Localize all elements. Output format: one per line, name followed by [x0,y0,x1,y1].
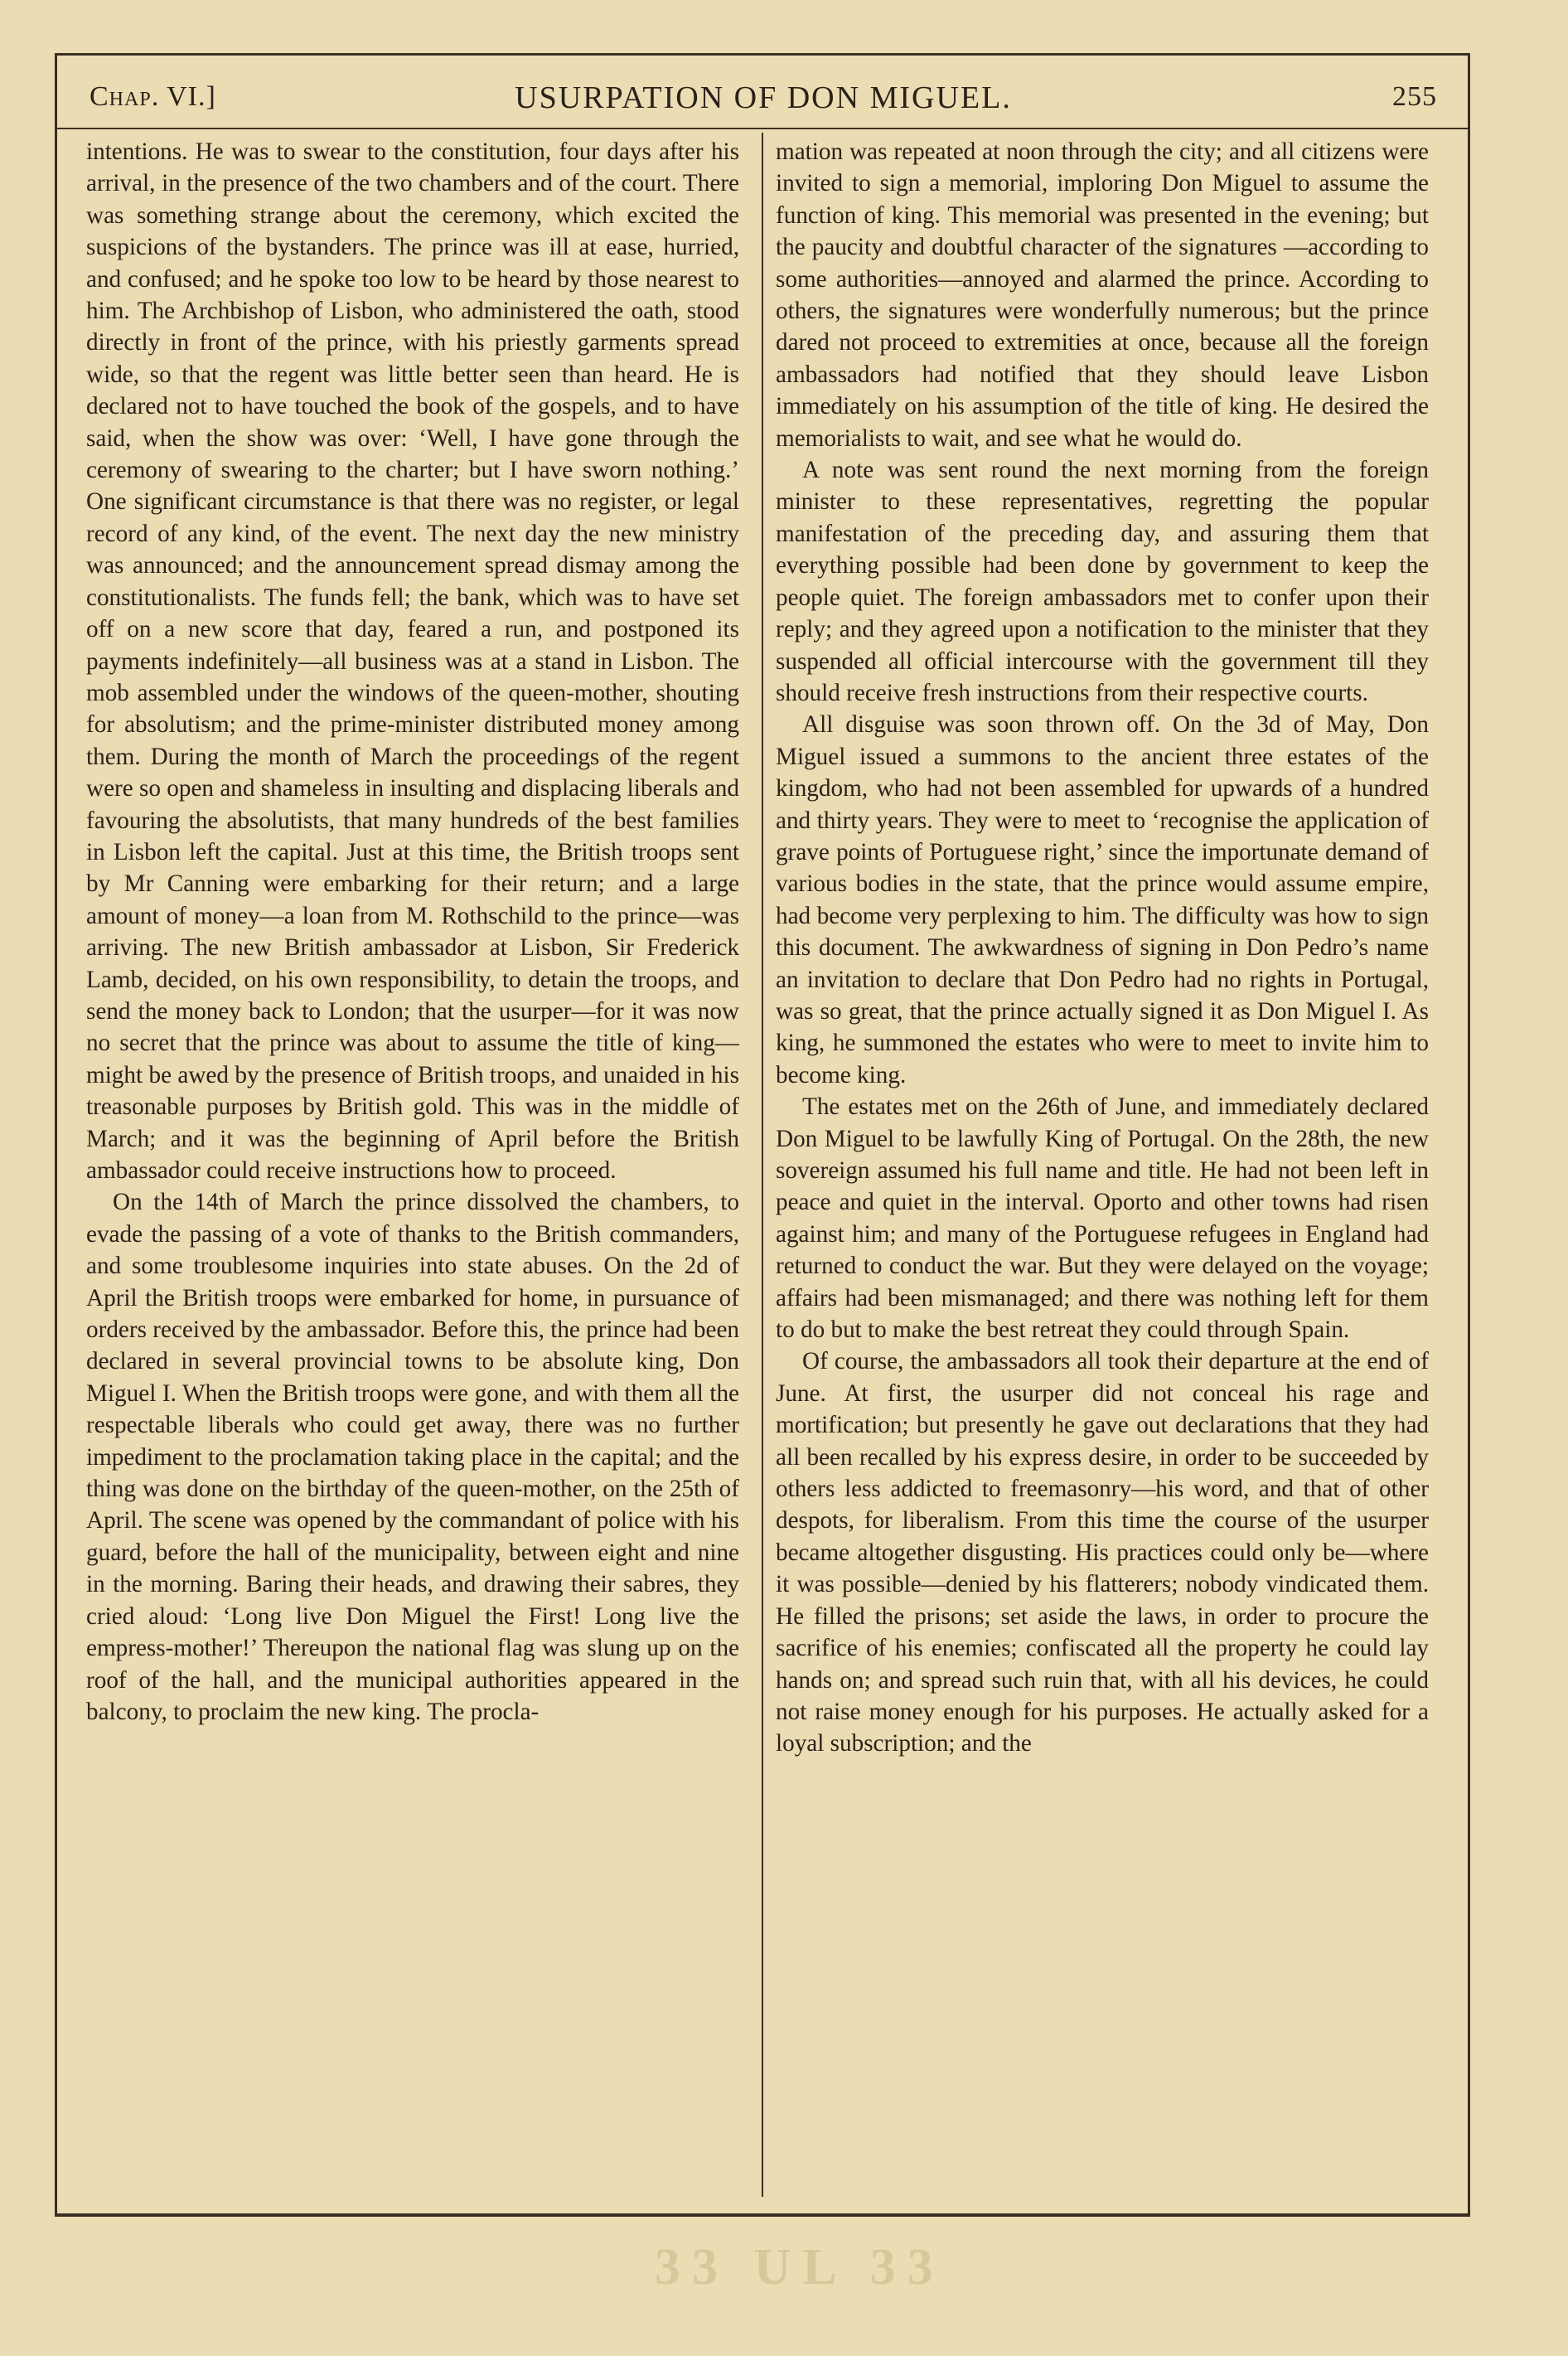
paragraph: intentions. He was to swear to the constitution, four days after his arrival, in the presence of the two chambers and of the court. There was something strange about the ceremony, which excited the suspicions of the bystanders. The prince was ill at ease, hurried, and confused; and he spoke too low to be heard by those nearest to him. The Archbishop of Lisbon, who administered the oath, stood directly in front of the prince, with his priestly garments spread wide, so that the regent was little better seen than heard. He is declared not to have touched the book of the gospels, and to have said, when the show was over: ‘Well, I have gone through the ceremony of swearing to the charter; but I have sworn nothing.’ One significant circumstance is that there was no register, or legal record of any kind, of the event. The next day the new ministry was announced; and the announcement spread dismay among the constitutionalists. The funds fell; the bank, which was to have set off on a new score that day, feared a run, and postponed its payments indefinitely—all business was at a stand in Lisbon. The mob assembled under the windows of the queen-mother, shouting for absolutism; and the prime-minister distributed money among them. During the month of March the proceedings of the regent were so open and shameless in insulting and displacing liberals and favouring the absolutists, that many hundreds of the best families in Lisbon left the capital. Just at this time, the British troops sent by Mr Canning were embarking for their return; and a large amount of money—a loan from M. Rothschild to the prince—was arriving. The new British ambassador at Lisbon, Sir Frederick Lamb, decided, on his own responsibility, to detain the troops, and send the money back to London; that the usurper—for it was now no secret that the prince was about to assume the title of king—might be awed by the presence of British troops, and unaided in his treasonable purposes by British gold. This was in the middle of March; and it was the beginning of April before the British ambassador could receive instructions how to proceed. [86,138,739,1184]
page-title: USURPATION OF DON MIGUEL. [515,80,1012,115]
paragraph: All disguise was soon thrown off. On the 3d of May, Don Miguel issued a summons to the ancient three estates of the kingdom, who had not been assembled for upwards of a hundred and thirty years. They were to meet to ‘recognise the application of grave points of Portuguese right,’ since the importunate demand of various bodies in the state, that the prince would assume empire, had become very perplexing to him. The difficulty was how to sign this document. The awkwardness of signing in Don Pedro’s name an invitation to declare that Don Pedro had no rights in Portugal, was so great, that the prince actually signed it as Don Miguel I. As king, he summoned the estates who were to meet to invite him to become king. [776,711,1429,1088]
paragraph: A note was sent round the next morning from the foreign minister to these representatives, regretting the popular manifestation of the preceding day, and assuring them that everything possible had been done by government to keep the people quiet. The foreign ambassadors met to confer upon their reply; and they agreed upon a notification to the minister that they suspended all official intercourse with the government till they should receive fresh instructions from their respective courts. [776,457,1429,706]
chapter-label: Chap. VI.] [90,81,216,112]
page-number: 255 [1392,81,1437,112]
right-column [776,136,1429,2203]
paragraph: The estates met on the 26th of June, and immediately declared Don Miguel to be lawfully King of Portugal. On the 28th, the new sovereign assumed his full name and title. He had not been left in peace and quiet in the interval. Oporto and other towns had risen against him; and many of the Portuguese refugees in England had returned to conduct the war. But they were delayed on the voyage; affairs had been mismanaged; and there was nothing left for them to do but to make the best retreat they could through Spain. [776,1093,1429,1344]
paragraph: mation was repeated at noon through the city; and all citizens were invited to sign a memorial, imploring Don Miguel to assume the function of king. This memorial was presented in the evening; but the paucity and doubtful character of the signatures —according to some authorities—annoyed and alarmed the prince. According to others, the signatures were wonderfully numerous; but the prince dared not proceed to extremities at once, because all the foreign ambassadors had notified that they should leave Lisbon immediately on his assumption of the title of king. He desired the memorialists to wait, and see what he would do. [776,138,1429,452]
paragraph: Of course, the ambassadors all took their departure at the end of June. At first, the usurper did not conceal his rage and mortification; but presently he gave out declarations that they had all been recalled by his express desire, in order to be succeeded by others less addicted to freemasonry—his word, and that of other despots, for liberalism. From this time the course of the usurper became altogether disgusting. His practices could only be—where it was possible—denied by his flatterers; nobody vindicated them. He filled the prisons; set aside the laws, in order to procure the sacrifice of his enemies; confiscated all the property he could lay hands on; and spread such ruin that, with all his devices, he could not raise money enough for his purposes. He actually asked for a loyal subscription; and the [776,1348,1429,1757]
column-divider [762,133,763,2197]
library-stamp: 33 UL 33 [655,2239,945,2295]
left-column [86,136,739,2203]
header-rule [56,128,1469,129]
paragraph: On the 14th of March the prince dissolved the chambers, to evade the passing of a vote of thanks to the British commanders, and some troublesome inquiries into state abuses. On the 2d of April the British troops were embarked for home, in pursuance of orders received by the ambassador. Before this, the prince had been declared in several provincial towns to be absolute king, Don Miguel I. When the British troops were gone, and with them all the respectable liberals who could get away, there was no further impediment to the proclamation taking place in the capital; and the thing was done on the birthday of the queen-mother, on the 25th of April. The scene was opened by the commandant of police with his guard, before the hall of the municipality, between eight and nine in the morning. Baring their heads, and drawing their sabres, they cried aloud: ‘Long live Don Miguel the First! Long live the empress-mother!’ Thereupon the national flag was slung up on the roof of the hall, and the municipal authorities appeared in the balcony, to proclaim the new king. The procla- [86,1189,739,1725]
running-head [90,76,1437,123]
